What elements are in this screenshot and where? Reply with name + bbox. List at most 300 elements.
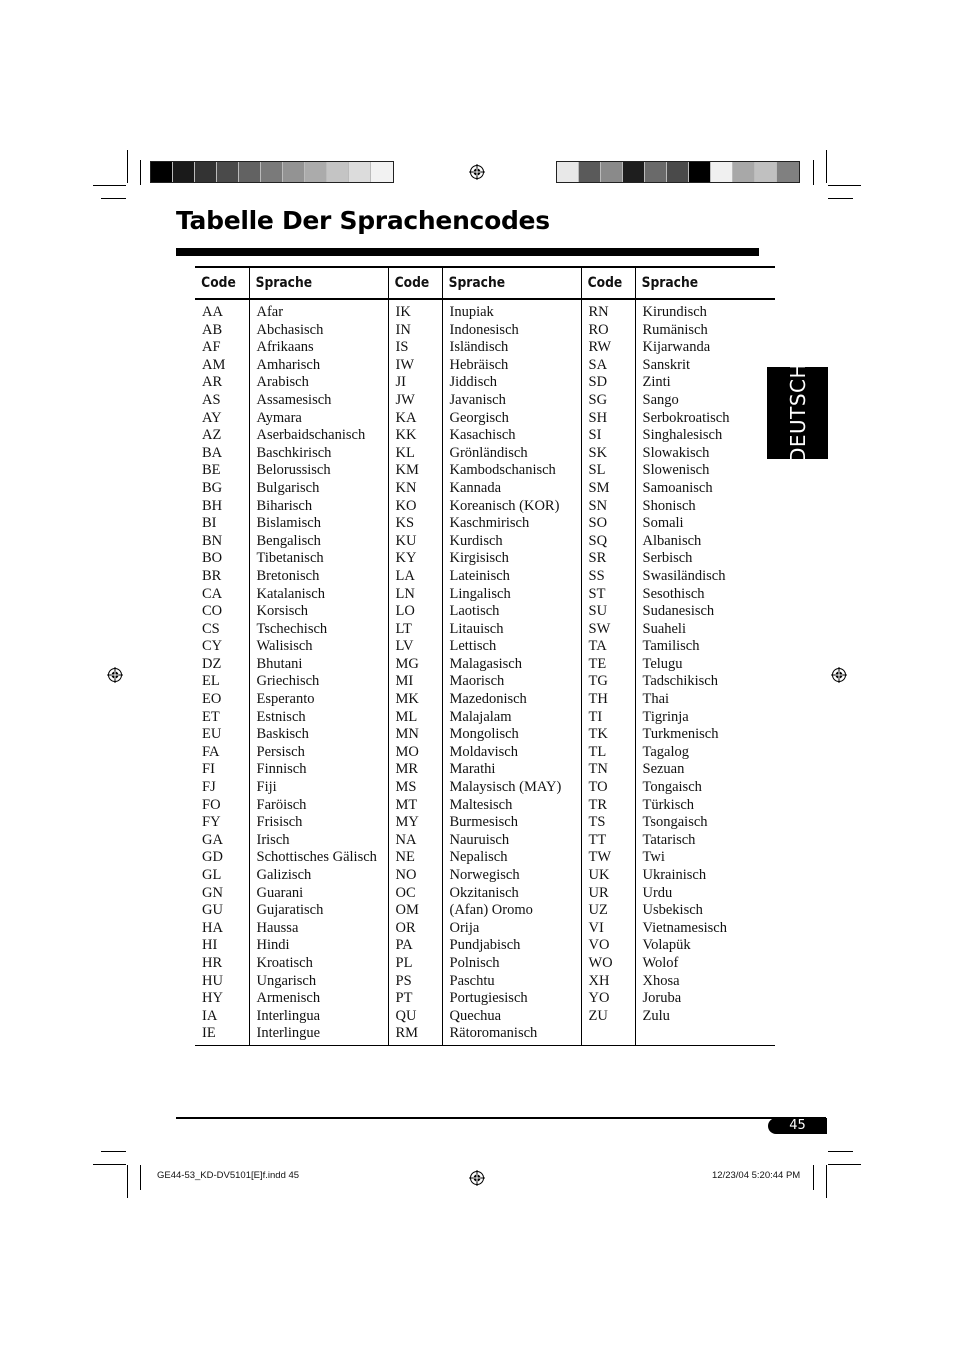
list-item: CA [202,585,223,602]
list-item: Vietnamesisch [642,919,727,936]
list-item: TH [588,691,608,708]
list-item: Kroatisch [256,954,313,971]
list-item: Isländisch [449,339,509,356]
list-item: LO [395,603,415,620]
list-item: Bhutani [256,655,303,672]
list-item: HY [202,990,223,1007]
list-item: YO [588,990,610,1007]
footer-rule [176,1117,826,1119]
list-item: Turkmenisch [642,726,719,743]
color-swatch [371,162,393,182]
list-item: Estnisch [256,708,306,725]
list-item: ML [395,708,418,725]
list-item: ZU [588,1007,608,1024]
list-item: Hindi [256,937,290,954]
list-item: CS [202,620,220,637]
registration-mark-icon [831,667,847,683]
color-swatch [349,162,371,182]
list-item: Koreanisch (KOR) [449,497,560,514]
list-item: Abchasisch [256,321,324,338]
header-code: Code [388,267,436,299]
side-tab-label: DEUTSCH [785,362,810,464]
list-item: Nepalisch [449,849,508,866]
list-item: IN [395,321,411,338]
list-item: Baskisch [256,726,309,743]
list-item: SH [588,409,608,426]
list-item: Paschtu [449,972,495,989]
list-item: GA [202,831,223,848]
list-item: Sesothisch [642,585,705,602]
list-item: Tagalog [642,743,689,760]
list-item: Slowenisch [642,462,710,479]
list-item: Frisisch [256,814,303,831]
list-item: UR [588,884,609,901]
list-item: TW [588,849,612,866]
list-item: WO [588,954,613,971]
list-item: KO [395,497,417,514]
list-item: Griechisch [256,673,320,690]
color-swatch [283,162,305,182]
list-item: Aymara [256,409,302,426]
list-item: Tigrinja [642,708,689,725]
list-item: Pundjabisch [449,937,521,954]
list-item: ET [202,708,220,725]
list-item: Interlingua [256,1007,321,1024]
list-item: Kijarwanda [642,339,711,356]
list-item: Interlingue [256,1025,321,1042]
list-item: Tsongaisch [642,814,708,831]
list-item: Inupiak [449,304,494,320]
list-item: Usbekisch [642,902,703,919]
header-code: Code [195,267,243,299]
list-item: RO [588,321,609,338]
list-item: Schottisches Gälisch [256,849,377,866]
color-swatch [579,162,601,182]
list-item: GN [202,884,223,901]
list-item: CY [202,638,223,655]
list-item: Norwegisch [449,867,520,883]
list-item: AY [202,409,222,426]
list-item: Joruba [642,990,682,1007]
list-item: TI [588,708,603,725]
list-item: OC [395,884,416,901]
list-item: RM [395,1025,419,1042]
list-item: FJ [202,779,216,796]
list-item: AA [202,304,223,320]
list-item: Biharisch [256,497,313,514]
list-item: Okzitanisch [449,884,519,901]
color-swatch [151,162,173,182]
list-item: SO [588,515,608,532]
list-item: SS [588,567,605,584]
list-item: Sanskrit [642,356,691,373]
list-item: HI [202,937,218,954]
list-item: Persisch [256,743,305,760]
list-item: Esperanto [256,691,315,708]
list-item: Marathi [449,761,496,778]
list-item: Fiji [256,779,277,796]
list-item: Tschechisch [256,620,328,637]
list-item: MS [395,779,417,796]
list-item: Bislamisch [256,515,321,532]
list-item: Orija [449,919,480,936]
list-item: Ungarisch [256,972,317,989]
list-item: MO [395,743,419,760]
list-item: Burmesisch [449,814,518,831]
list-item: BO [202,550,223,567]
list-item: PT [395,990,413,1007]
list-item: KY [395,550,417,567]
file-slug: GE44-53_KD-DV5101[E]f.indd 45 [157,1170,300,1181]
list-item: EU [202,726,222,743]
color-calibration-bar-right [556,161,800,183]
list-item: HU [202,972,223,989]
list-item: GU [202,902,223,919]
list-item: Afar [256,304,284,320]
table-body-row [195,299,775,1045]
list-item: Polnisch [449,954,500,971]
list-item: Belorussisch [256,462,331,479]
list-item: OR [395,919,416,936]
list-item: Hebräisch [449,356,509,373]
list-item: Xhosa [642,972,680,989]
list-item: Bretonisch [256,567,320,584]
color-swatch [557,162,579,182]
color-swatch [601,162,623,182]
list-item: GL [202,867,222,883]
list-item: RN [588,304,609,320]
list-item: Tongaisch [642,779,702,796]
list-item: Singhalesisch [642,427,723,444]
list-item: OM [395,902,419,919]
color-swatch [667,162,689,182]
list-item: FA [202,743,220,760]
list-item: SN [588,497,608,514]
list-item: BI [202,515,217,532]
list-item: TK [588,726,608,743]
color-swatch [755,162,777,182]
list-item: SU [588,603,608,620]
color-swatch [261,162,283,182]
list-item: Irisch [256,831,290,848]
color-swatch [689,162,711,182]
registration-mark-icon [469,1170,485,1186]
list-item: HA [202,919,223,936]
list-item: KM [395,462,419,479]
list-item: Grönländisch [449,444,528,461]
header-code: Code [581,267,629,299]
list-item: Slowakisch [642,444,710,461]
list-item: Haussa [256,919,299,936]
list-item: Swasiländisch [642,567,726,584]
list-item: Ukrainisch [642,867,707,883]
list-item: Laotisch [449,603,500,620]
color-swatch [327,162,349,182]
list-item: LN [395,585,415,602]
page-title: Tabelle Der Sprachencodes [176,206,550,235]
list-item: IS [395,339,409,356]
list-item: MI [395,673,414,690]
print-timestamp: 12/23/04 5:20:44 PM [712,1170,801,1181]
language-side-tab [767,362,828,464]
code-column-2 [388,299,442,1045]
list-item: Arabisch [256,374,309,391]
list-item: Somali [642,515,684,532]
list-item: Aserbaidschanisch [256,427,366,444]
list-item: Portugiesisch [449,990,528,1007]
list-item: VO [588,937,610,954]
list-item: TN [588,761,608,778]
list-item: XH [588,972,610,989]
list-item: KS [395,515,415,532]
list-item: Assamesisch [256,391,332,408]
list-item: IA [202,1007,218,1024]
list-item: Tibetanisch [256,550,324,567]
list-item: AB [202,321,223,338]
list-item: Shonisch [642,497,696,514]
list-item: Türkisch [642,796,695,813]
list-item: UZ [588,902,608,919]
list-item: Suaheli [642,620,686,637]
list-item: Lettisch [449,638,497,655]
list-item: Baschkirisch [256,444,332,461]
list-item: Tadschikisch [642,673,718,690]
list-item: AZ [202,427,222,444]
color-swatch [239,162,261,182]
list-item: SA [588,356,608,373]
list-item: NA [395,831,417,848]
list-item: KU [395,532,417,549]
list-item: Samoanisch [642,479,713,496]
color-swatch [623,162,645,182]
color-swatch [173,162,195,182]
list-item: Katalanisch [256,585,325,602]
list-item: Korsisch [256,603,309,620]
list-item: MN [395,726,419,743]
list-item: Rätoromanisch [449,1025,538,1042]
list-item: Mazedonisch [449,691,527,708]
title-rule [176,248,759,256]
code-column-3 [581,299,635,1045]
list-item: Moldavisch [449,743,518,760]
language-column-3 [635,299,775,1045]
list-item: MG [395,655,419,672]
list-item: Javanisch [449,391,506,408]
list-item: Wolof [642,954,679,971]
list-item: Nauruisch [449,831,510,848]
list-item: TR [588,796,608,813]
list-item: BH [202,497,223,514]
list-item: IW [395,356,415,373]
list-item: EL [202,673,220,690]
list-item: Kaschmirisch [449,515,530,532]
list-item: Kurdisch [449,532,503,549]
list-item: TS [588,814,606,831]
list-item: Kirundisch [642,304,707,320]
list-item: Quechua [449,1007,502,1024]
list-item: Bulgarisch [256,479,320,496]
list-item: DZ [202,655,222,672]
list-item: Twi [642,849,665,866]
list-item: LA [395,567,415,584]
list-item: Jiddisch [449,374,498,391]
list-item: BE [202,462,221,479]
list-item: Kannada [449,479,502,496]
list-item: FI [202,761,215,778]
list-item: GD [202,849,223,866]
color-swatch [217,162,239,182]
table-header-row [195,267,775,299]
list-item: TT [588,831,607,848]
list-item: JW [395,391,415,408]
list-item: TA [588,638,607,655]
list-item: Maorisch [449,673,505,690]
registration-mark-icon [469,164,485,180]
list-item: AR [202,374,223,391]
list-item: Gujaratisch [256,902,324,919]
header-language: Sprache [442,267,564,299]
list-item: LT [395,620,412,637]
list-item: KA [395,409,417,426]
list-item: Tamilisch [642,638,700,655]
list-item: Albanisch [642,532,702,549]
list-item: PS [395,972,412,989]
list-item: Litauisch [449,620,504,637]
list-item: Afrikaans [256,339,314,356]
list-item: Serbokroatisch [642,409,730,426]
list-item: Amharisch [256,356,321,373]
list-item: QU [395,1007,417,1024]
list-item: Galizisch [256,867,312,883]
list-item: TL [588,743,607,760]
list-item: SL [588,462,606,479]
list-item: Mongolisch [449,726,519,743]
language-column-1 [249,299,388,1045]
color-swatch [711,162,733,182]
list-item: KL [395,444,415,461]
list-item: EO [202,691,222,708]
list-item: AS [202,391,221,408]
list-item: SK [588,444,608,461]
list-item: SI [588,427,602,444]
list-item: Maltesisch [449,796,513,813]
list-item: Walisisch [256,638,313,655]
list-item: JI [395,374,406,391]
list-item: VI [588,919,604,936]
language-column-2 [442,299,581,1045]
list-item: Malagasisch [449,655,522,672]
list-item: HR [202,954,223,971]
list-item: IK [395,304,411,320]
header-language: Sprache [249,267,371,299]
color-swatch [733,162,755,182]
list-item: (Afan) Oromo [449,902,533,919]
list-item: RW [588,339,612,356]
color-swatch [645,162,667,182]
list-item: MK [395,691,419,708]
list-item: Lateinisch [449,567,510,584]
list-item: Kambodschanisch [449,462,556,479]
list-item: TE [588,655,607,672]
list-item: SW [588,620,611,637]
list-item: SQ [588,532,608,549]
list-item: BN [202,532,223,549]
list-item: Georgisch [449,409,509,426]
list-item: Kasachisch [449,427,516,444]
list-item: Lingalisch [449,585,511,602]
page-number: 45 [768,1118,827,1134]
list-item: Kirgisisch [449,550,509,567]
list-item: Volapük [642,937,691,954]
list-item: PA [395,937,413,954]
list-item: BR [202,567,222,584]
list-item: Malajalam [449,708,512,725]
list-item: Bengalisch [256,532,321,549]
list-item: NE [395,849,415,866]
list-item: Urdu [642,884,673,901]
list-item: BG [202,479,223,496]
list-item: CO [202,603,223,620]
list-item: Sango [642,391,679,408]
list-item: Sudanesisch [642,603,715,620]
list-item: Sezuan [642,761,685,778]
list-item: Rumänisch [642,321,708,338]
list-item: KN [395,479,417,496]
list-item: Serbisch [642,550,693,567]
list-item: MY [395,814,419,831]
list-item: SG [588,391,608,408]
color-swatch [195,162,217,182]
list-item: TG [588,673,608,690]
list-item: SD [588,374,608,391]
list-item: ST [588,585,606,602]
color-swatch [305,162,327,182]
list-item: Telugu [642,655,683,672]
color-swatch [777,162,799,182]
list-item: SM [588,479,610,496]
language-code-table [195,266,775,1046]
list-item: LV [395,638,414,655]
list-item: MR [395,761,419,778]
list-item: Armenisch [256,990,321,1007]
list-item: Faröisch [256,796,307,813]
list-item: TO [588,779,608,796]
list-item: IE [202,1025,216,1042]
list-item: Tatarisch [642,831,696,848]
list-item: AF [202,339,221,356]
list-item: FY [202,814,221,831]
list-item: FO [202,796,221,813]
registration-mark-icon [107,667,123,683]
list-item: UK [588,867,610,883]
color-calibration-bar-left [150,161,394,183]
list-item: Indonesisch [449,321,519,338]
list-item: Guarani [256,884,304,901]
list-item: MT [395,796,418,813]
list-item: BA [202,444,223,461]
list-item: AM [202,356,226,373]
list-item: NO [395,867,417,883]
list-item: SR [588,550,607,567]
header-language: Sprache [635,267,758,299]
list-item: PL [395,954,413,971]
list-item: Zinti [642,374,671,391]
list-item: Malaysisch (MAY) [449,779,562,796]
list-item: KK [395,427,417,444]
code-column-1 [195,299,249,1045]
list-item: Thai [642,691,670,708]
list-item: Zulu [642,1007,670,1024]
